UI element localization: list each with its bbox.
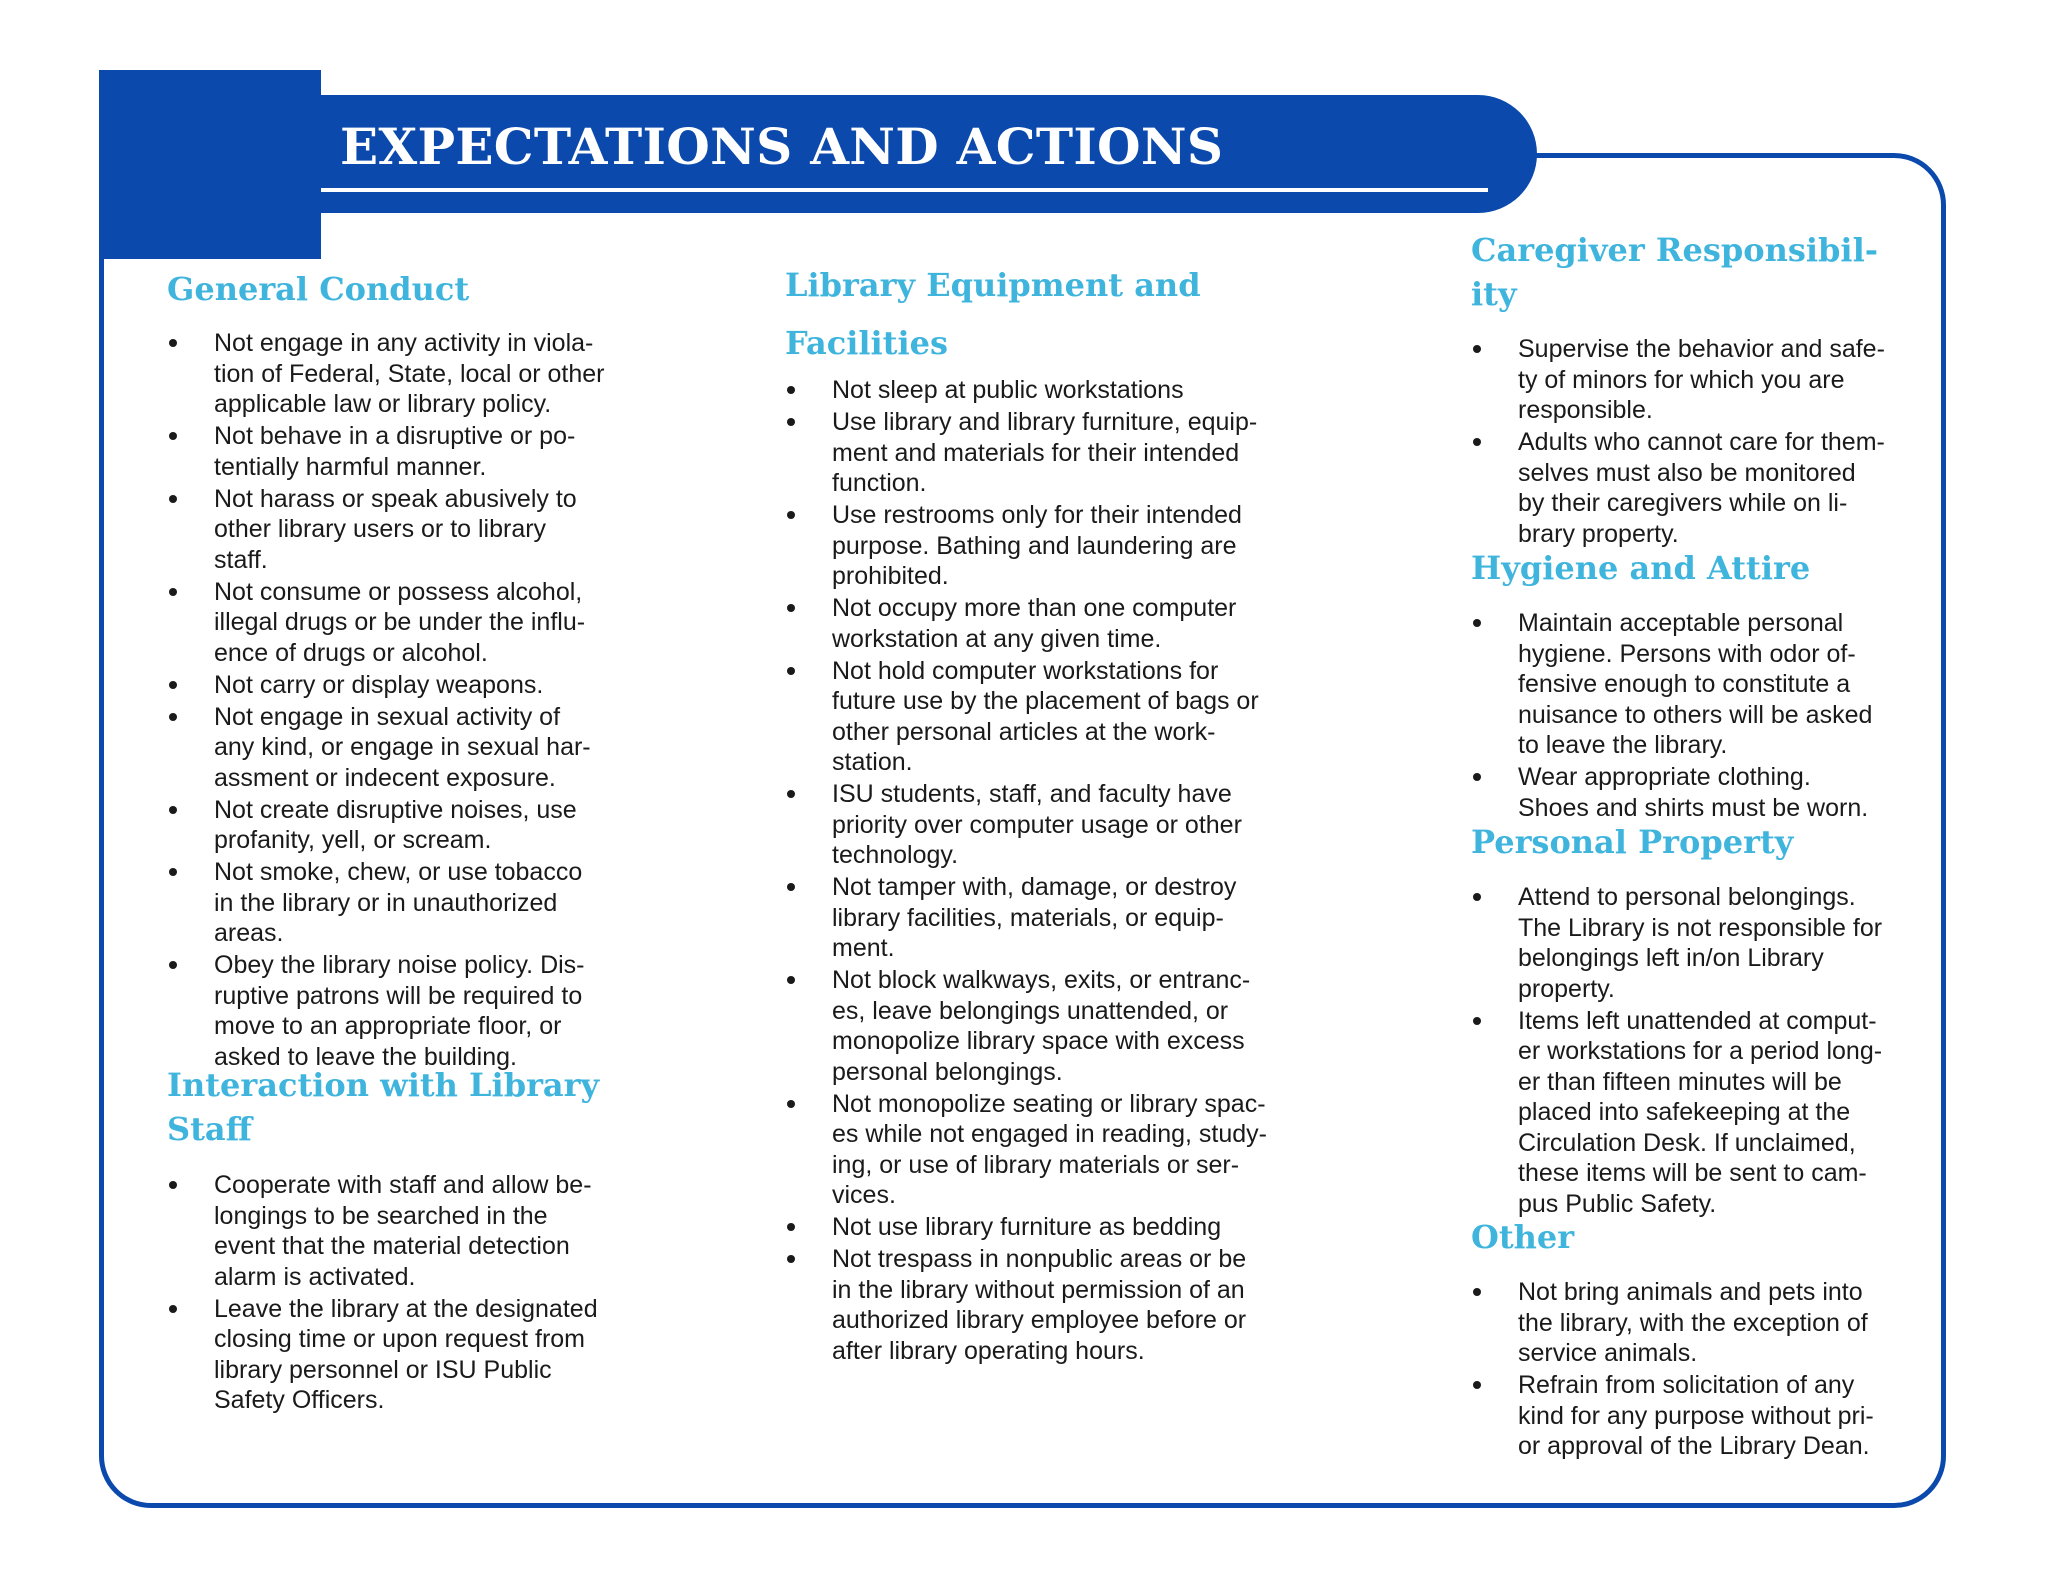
corner-block [99,70,321,259]
list-item: Refrain from solicitation of any kind for any purpose without pri- or approval of the Library Dean. [1471,1370,1916,1462]
list-item: Wear appropriate clothing. Shoes and shirts must be worn. [1471,762,1916,823]
list-item: Not use library furniture as bedding [785,1212,1305,1243]
list-item: Not consume or possess alcohol, illegal drugs or be under the influ- ence of drugs or alcohol. [167,577,647,669]
section-heading-caregiver: Caregiver Responsibil- ity [1471,231,1878,313]
list-item: Obey the library noise policy. Dis- ruptive patrons will be required to move to an appropriate floor, or asked to leave the building. [167,950,647,1072]
list-personal-property [1471,882,1916,1221]
list-item: ISU students, staff, and faculty have priority over computer usage or other technology. [785,779,1305,871]
list-item: Not harass or speak abusively to other library users or to library staff. [167,484,647,576]
list-item: Not bring animals and pets into the library, with the exception of service animals. [1471,1277,1916,1369]
list-item: Leave the library at the designated closing time or upon request from library personnel or ISU Public Safety Officers. [167,1294,647,1416]
section-heading-other: Other [1471,1218,1575,1256]
list-item: Not engage in sexual activity of any kind, or engage in sexual har- assment or indecent exposure. [167,702,647,794]
list-item: Not create disruptive noises, use profanity, yell, or scream. [167,795,647,856]
list-item: Not monopolize seating or library spac- es while not engaged in reading, study- ing, or use of library materials or ser- vices. [785,1089,1305,1211]
section-heading-general-conduct: General Conduct [167,270,470,308]
list-item: Not hold computer workstations for future use by the placement of bags or other personal articles at the work- station. [785,656,1305,778]
list-item: Not occupy more than one computer workstation at any given time. [785,593,1305,654]
list-item: Not sleep at public workstations [785,375,1305,406]
list-equipment-facilities [785,375,1305,1368]
list-other [1471,1277,1916,1463]
title-rule [321,188,1488,192]
list-item: Not carry or display weapons. [167,670,647,701]
list-item: Not smoke, chew, or use tobacco in the library or in unauthorized areas. [167,857,647,949]
list-caregiver [1471,334,1916,551]
page-title: EXPECTATIONS AND ACTIONS [340,117,1224,176]
list-interaction-staff [167,1170,647,1417]
list-item: Use restrooms only for their intended purpose. Bathing and laundering are prohibited. [785,500,1305,592]
list-item: Items left unattended at comput- er workstations for a period long- er than fifteen minutes will be placed into safekeeping at the Circulation Desk. If unclaimed, these items will be sent to cam- pus Public Safety. [1471,1006,1916,1220]
list-item: Use library and library furniture, equip- ment and materials for their intended function. [785,407,1305,499]
list-item: Not behave in a disruptive or po- tentially harmful manner. [167,421,647,482]
list-item: Attend to personal belongings. The Library is not responsible for belongings left in/on Library property. [1471,882,1916,1004]
section-heading-interaction-staff: Interaction with Library Staff [167,1066,600,1148]
list-item: Not block walkways, exits, or entranc- es, leave belongings unattended, or monopolize library space with excess personal belongings. [785,965,1305,1087]
list-general-conduct [167,328,647,1074]
list-item: Supervise the behavior and safe- ty of minors for which you are responsible. [1471,334,1916,426]
list-item: Cooperate with staff and allow be- longings to be searched in the event that the material detection alarm is activated. [167,1170,647,1292]
list-item: Not tamper with, damage, or destroy library facilities, materials, or equip- ment. [785,872,1305,964]
list-item: Maintain acceptable personal hygiene. Persons with odor of- fensive enough to constitute a nuisance to others will be asked to leave the library. [1471,608,1916,761]
section-heading-equipment-facilities: Library Equipment and Facilities [785,266,1201,362]
section-heading-personal-property: Personal Property [1471,823,1794,861]
list-item: Adults who cannot care for them- selves must also be monitored by their caregivers while on li- brary property. [1471,427,1916,549]
list-hygiene [1471,608,1916,825]
section-heading-hygiene: Hygiene and Attire [1471,549,1811,587]
list-item: Not engage in any activity in viola- tion of Federal, State, local or other applicable law or library policy. [167,328,647,420]
list-item: Not trespass in nonpublic areas or be in the library without permission of an authorized library employee before or after library operating hours. [785,1244,1305,1366]
